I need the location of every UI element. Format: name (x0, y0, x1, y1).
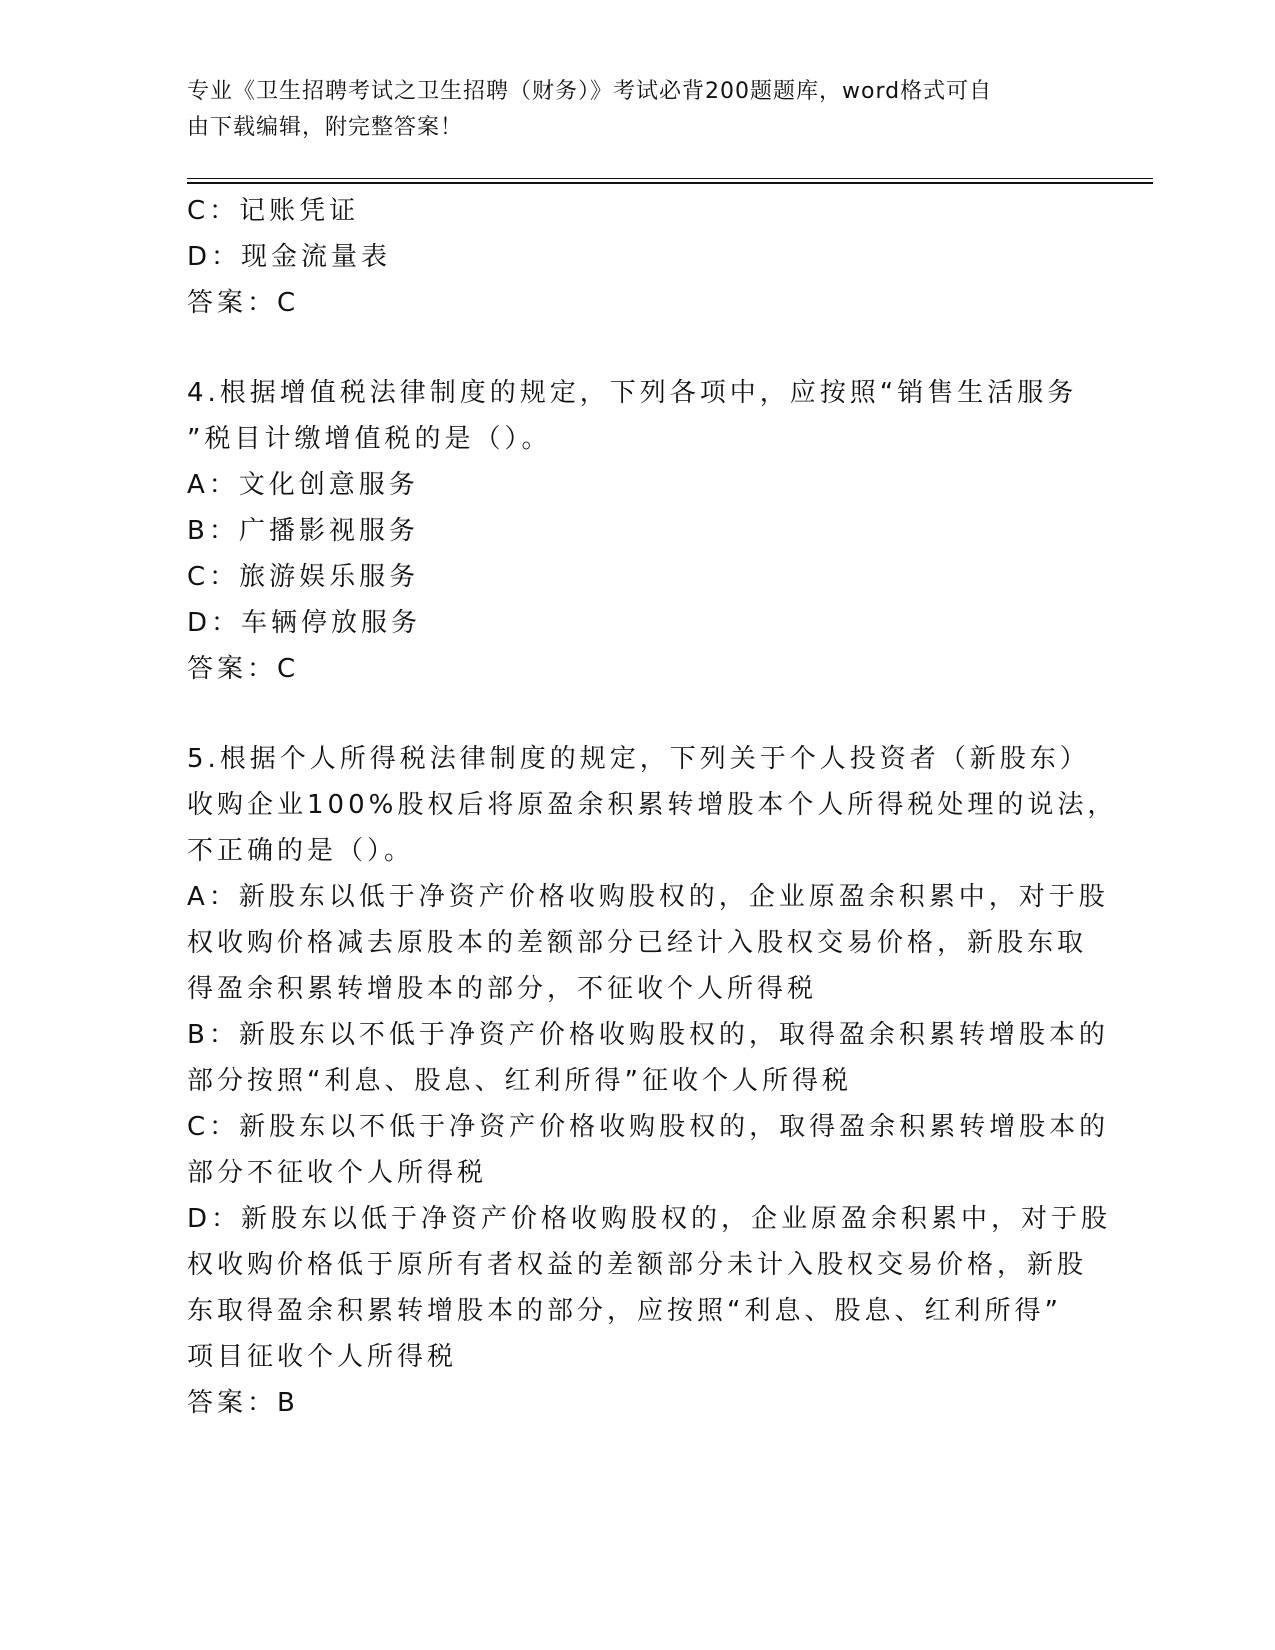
question-3-tail (187, 188, 1087, 326)
question-stem: 5.根据个人所得税法律制度的规定，下列关于个人投资者（新股东） (187, 744, 1090, 774)
option-c: C：新股东以不低于净资产价格收购股权的，取得盈余积累转增股本的 (187, 1112, 1110, 1142)
option-b: 部分按照“利息、股息、红利所得”征收个人所得税 (187, 1066, 852, 1096)
option-c: 部分不征收个人所得税 (187, 1158, 488, 1188)
answer: 答案：C (187, 288, 300, 318)
header-divider-thick (187, 182, 1153, 184)
document-header (187, 74, 1067, 146)
question-content (187, 188, 1118, 1470)
option-d: D：现金流量表 (187, 242, 392, 272)
option-a: A：新股东以低于净资产价格收购股权的，企业原盈余积累中，对于股 (187, 882, 1109, 912)
option-d: 权收购价格低于原所有者权益的差额部分未计入股权交易价格，新股 (187, 1250, 1088, 1280)
option-d: 项目征收个人所得税 (187, 1342, 458, 1372)
header-line: 由下载编辑，附完整答案！ (187, 115, 464, 140)
question-5 (187, 736, 1118, 1426)
option-c: C：记账凭证 (187, 196, 360, 226)
question-stem: 收购企业100%股权后将原盈余积累转增股本个人所得税处理的说法， (187, 790, 1118, 820)
option-c: C：旅游娱乐服务 (187, 562, 420, 592)
option-a: 权收购价格减去原股本的差额部分已经计入股权交易价格，新股东取 (187, 928, 1088, 958)
option-d: D：新股东以低于净资产价格收购股权的，企业原盈余积累中，对于股 (187, 1204, 1112, 1234)
answer: 答案：C (187, 654, 300, 684)
option-a: 得盈余积累转增股本的部分，不征收个人所得税 (187, 974, 818, 1004)
header-divider-thin (187, 178, 1153, 179)
question-stem: ”税目计缴增值税的是（）。 (187, 424, 552, 454)
header-line: 专业《卫生招聘考试之卫生招聘（财务）》考试必背200题题库，word格式可自 (187, 79, 993, 104)
question-4 (187, 370, 1087, 692)
option-d: D：车辆停放服务 (187, 608, 422, 638)
option-b: B：广播影视服务 (187, 516, 419, 546)
option-d: 东取得盈余积累转增股本的部分，应按照“利息、股息、红利所得” (187, 1296, 1062, 1326)
answer: 答案：B (187, 1388, 299, 1418)
question-stem: 不正确的是（）。 (187, 836, 415, 866)
option-a: A：文化创意服务 (187, 470, 419, 500)
question-stem: 4.根据增值税法律制度的规定，下列各项中，应按照“销售生活服务 (187, 378, 1078, 408)
option-b: B：新股东以不低于净资产价格收购股权的，取得盈余积累转增股本的 (187, 1020, 1109, 1050)
